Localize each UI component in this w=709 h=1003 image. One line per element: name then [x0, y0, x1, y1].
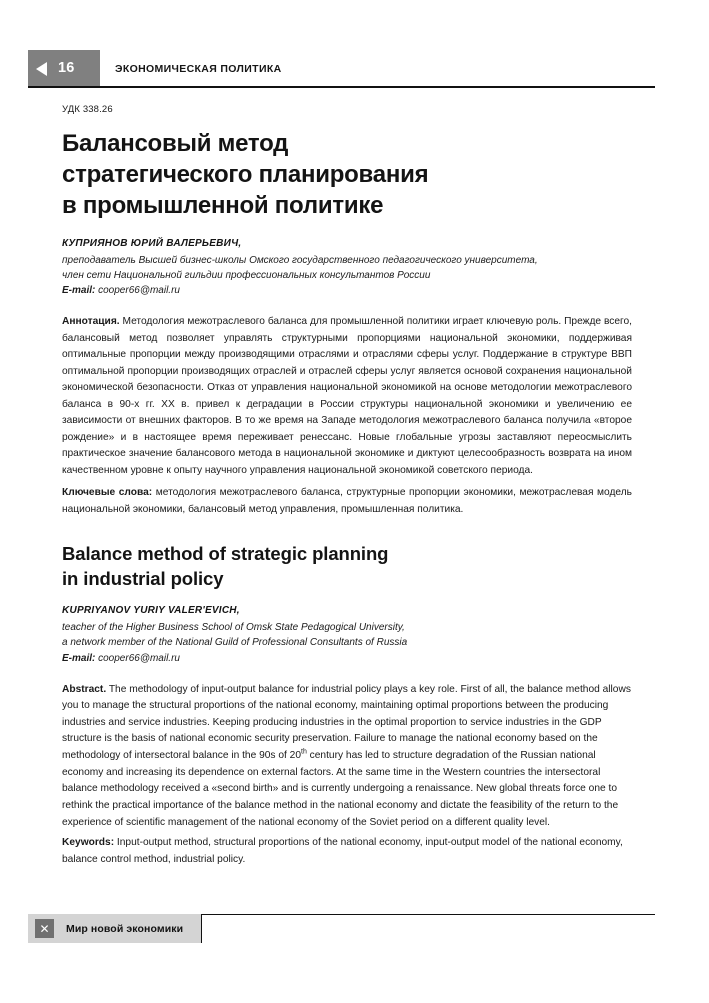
- keywords-en-label: Keywords:: [62, 837, 115, 849]
- article-content: [62, 104, 632, 872]
- email-label-ru: E-mail:: [62, 285, 96, 297]
- author-name-en: KUPRIYANOV YURIY VALER'EVICH,: [62, 605, 240, 617]
- title-ru-line-2: стратегического планирования: [62, 160, 429, 188]
- keywords-en: [62, 835, 632, 868]
- keywords-en-text: Input-output method, structural proportions of the national economy, input-output model of the national economy, balance control method, industrial policy.: [62, 837, 623, 865]
- left-triangle-icon: [36, 62, 47, 76]
- author-name-ru: КУПРИЯНОВ ЮРИЙ ВАЛЕРЬЕВИЧ,: [62, 237, 242, 249]
- udk-code: УДК 338.26: [62, 104, 113, 115]
- header-rule: [28, 86, 655, 88]
- abstract-ru-text: Методология межотраслевого баланса для промышленной политики играет ключевую роль. Прежде всего, балансовый метод позволяет управлять структурными пропорциями национальной экономики, поддерживая оптимальные пропорции между производящими отраслями и отраслями сферы услуг. Поддержание в структуре ВВП оптимальной пропорции производящих отраслей и отраслей сферы услуг является основой сохранения национальной экономической безопасности. Отказ от управления национальной экономикой на основе методологии межотраслевого баланса в 90-х гг. XX в. привел к деградации в России структуры национальной экономики и увеличению ее зависимости от внешних факторов. В то же время на Западе методология межотраслевого баланса получила «второе рождение» и в настоящее время переживает ренессанс. Новые глобальные угрозы заставляют переосмыслить практическое значение балансового метода в национальной экономике и диктуют целесообразность возврата на ином качественном уровне к опыту научного управления национальной экономикой советского периода.: [62, 316, 632, 476]
- abstract-ru-label: Аннотация.: [62, 316, 120, 328]
- page-title-ru: [62, 129, 632, 222]
- email-value-ru[interactable]: cooper66@mail.ru: [98, 285, 180, 297]
- page-title-en: [62, 542, 632, 591]
- abstract-ru: [62, 314, 632, 479]
- author-affiliation-en-1: teacher of the Higher Business School of Omsk State Pedagogical University,: [62, 622, 405, 634]
- section-title: ЭКОНОМИЧЕСКАЯ ПОЛИТИКА: [115, 62, 282, 75]
- abstract-en-text-part1: The methodology of input-output balance for industrial policy plays a key role. First of all, the balance method allows you to manage the structural proportions of the national economy, maintaining optimal proportions between the producing industries and service industries. Keeping producing industries in the optimal proportion to service industries in the GDP structure is the basis of national economic security preservation. Failure to manage the national economy based on the methodology of intersectoral balance in the 90s of 20: [62, 683, 631, 762]
- author-affiliation-ru-1: преподаватель Высшей бизнес-школы Омского государственного педагогического университета,: [62, 254, 538, 266]
- author-email-en: [62, 653, 632, 664]
- keywords-ru-label: Ключевые слова:: [62, 487, 153, 499]
- title-ru-line-1: Балансовый метод: [62, 130, 289, 157]
- author-block-ru: [62, 238, 632, 296]
- page-number-block: [28, 50, 100, 87]
- journal-footer-tab: [28, 914, 202, 943]
- abstract-en-label: Abstract.: [62, 683, 107, 695]
- abstract-en: [62, 682, 632, 832]
- title-en-line-2: in industrial policy: [62, 567, 224, 589]
- close-x-icon: ✕: [35, 919, 54, 938]
- author-block-en: [62, 605, 632, 663]
- email-label-en: E-mail:: [62, 652, 96, 664]
- author-affiliation-en-2: a network member of the National Guild of Professional Consultants of Russia: [62, 637, 408, 649]
- title-en-line-1: Balance method of strategic planning: [62, 543, 389, 565]
- running-head: [28, 50, 655, 87]
- title-ru-line-3: в промышленной политике: [62, 191, 384, 219]
- keywords-ru: [62, 485, 632, 518]
- email-value-en[interactable]: cooper66@mail.ru: [98, 652, 180, 664]
- journal-name: Мир новой экономики: [66, 922, 184, 935]
- century-superscript: th: [301, 748, 307, 756]
- author-affiliation-ru-2: член сети Национальной гильдии профессиональных консультантов России: [62, 270, 431, 282]
- keywords-ru-text: методология межотраслевого баланса, структурные пропорции экономики, межотраслевая модель национальной экономики, балансовый метод управления, промышленная политика.: [62, 487, 632, 515]
- page-number: 16: [58, 60, 75, 77]
- abstract-en-text-part2: century has led to structure degradation of the Russian national economy and increasing its dependence on external factors. At the same time in the Western countries the intersectoral balance methodology received a «second birth» and is currently undergoing a renaissance. New global threats force one to rethink the practical importance of the balance method in the national economy and dictate the feasibility of the return to the experience of scientific management of the national economy of the Soviet period on a different quality level.: [62, 750, 619, 828]
- author-email-ru: [62, 285, 632, 296]
